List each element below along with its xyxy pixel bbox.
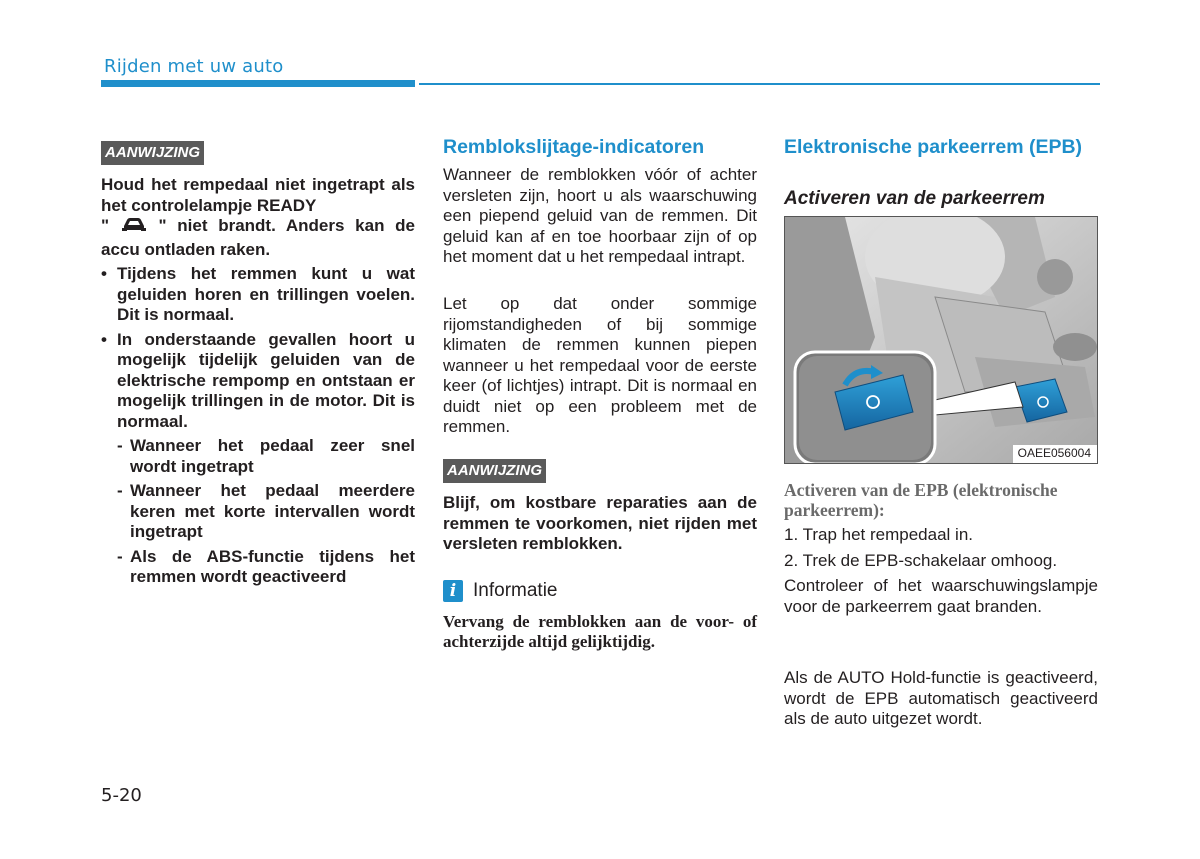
dash-item: [101, 436, 415, 477]
paragraph: Let op dat onder sommige rijomstandigheden of bij sommige klimaten de remmen kunnen piepen wanneer u het rempedaal voor de eerste keer (of lichtjes) intrapt. Dit is normaal en duidt niet op een probleem met de remmen.: [443, 294, 757, 436]
info-heading: [443, 580, 557, 602]
info-text: Vervang de remblokken aan de voor- of achterzijde altijd gelijktijdig.: [443, 612, 757, 651]
header-rule-thick: [101, 80, 415, 87]
dash-symbol: -: [117, 481, 123, 500]
bullet-symbol: •: [101, 329, 107, 349]
epb-caption: Activeren van de EPB (elektronische parkeerrem):: [784, 480, 1058, 520]
step-item: 2. Trek de EPB-schakelaar omhoog.: [784, 551, 1058, 570]
bullet-symbol: •: [101, 264, 107, 283]
notice-warning-text: Blijf, om kostbare reparaties aan de remmen te voorkomen, niet rijden met versleten remblokken.: [443, 493, 757, 553]
epb-illustration: [784, 216, 1098, 464]
quote-open: ": [101, 216, 110, 235]
dash-item: [101, 481, 415, 543]
paragraph: Wanneer de remblokken vóór of achter versleten zijn, hoort u als waarschuwing een piepend geluid van de remmen. Dit geluid kan af en toe hoorbaar zijn of op het moment dat u het rempedaal intrapt.: [443, 165, 757, 266]
notice-intro-part1: Houd het rempedaal niet ingetrapt als het controlelampje READY: [101, 175, 415, 215]
ready-lamp-icon: [120, 216, 148, 240]
paragraph: Als de AUTO Hold-functie is geactiveerd, wordt de EPB automatisch geactiveerd als de auto uitgezet wordt.: [784, 668, 1098, 728]
bullet-text: In onderstaande gevallen hoort u mogelijk tijdelijk geluiden van de elektrische rempomp en ontstaan er mogelijk trillingen in de motor. Dit is normaal.: [117, 329, 415, 431]
notice-intro: [101, 175, 415, 260]
notice-badge: AANWIJZING: [101, 141, 204, 165]
page-number: 5-20: [101, 785, 142, 806]
dash-item: [101, 547, 415, 588]
dash-text: Als de ABS-functie tijdens het remmen wordt geactiveerd: [130, 546, 415, 586]
section-title-brake-pad-wear: Remblokslijtage-indicatoren: [443, 136, 705, 158]
bullet-item: [101, 264, 415, 326]
dash-text: Wanneer het pedaal meerdere keren met korte intervallen wordt ingetrapt: [130, 481, 415, 541]
dash-symbol: -: [117, 546, 123, 566]
paragraph: Controleer of het waarschuwingslampje voor de parkeerrem gaat branden.: [784, 576, 1098, 616]
info-label: Informatie: [473, 580, 558, 601]
info-icon: i: [443, 580, 463, 602]
bullet-text: Tijdens het remmen kunt u wat geluiden horen en trillingen voelen. Dit is normaal.: [117, 264, 415, 324]
header-rule-thin: [419, 83, 1100, 85]
console-drawing: [785, 217, 1097, 463]
notice-body: [101, 175, 415, 588]
bullet-item: [101, 330, 415, 433]
section-header-title: Rijden met uw auto: [104, 56, 284, 77]
step-item: 1. Trap het rempedaal in.: [784, 525, 974, 544]
notice-badge: AANWIJZING: [443, 459, 546, 483]
section-title-epb: Elektronische parkeerrem (EPB): [784, 136, 1083, 158]
dash-text: Wanneer het pedaal zeer snel wordt ingetrapt: [130, 436, 415, 476]
subsection-title: Activeren van de parkeerrem: [784, 188, 1045, 209]
notice-intro-part2: " niet brandt. Anders kan de accu ontladen raken.: [101, 216, 415, 259]
dash-symbol: -: [117, 436, 123, 455]
image-code-label: OAEE056004: [1017, 446, 1091, 460]
